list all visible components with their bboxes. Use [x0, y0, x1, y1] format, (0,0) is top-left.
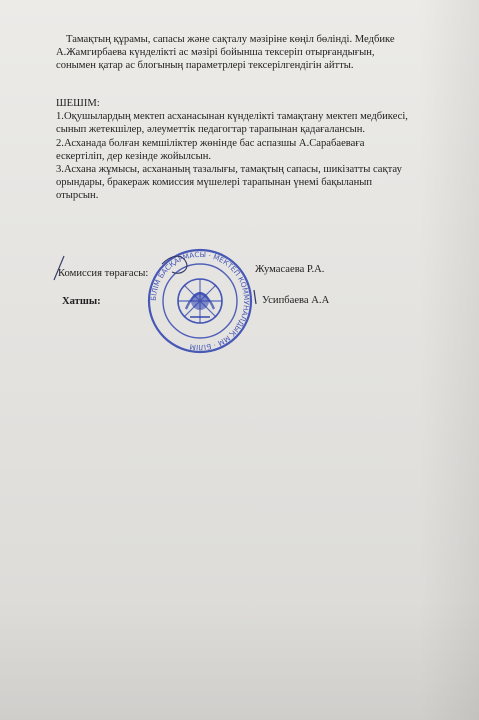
intro-line: А.Жамгирбаева күнделікті ас мәзірі бойынша тексеріп отырғандығын, — [56, 47, 375, 59]
intro-line: сонымен қатар ас блогының параметрлері тексерілгендігін айтты. — [56, 60, 354, 72]
decision-line: ескертіліп, дер кезінде жойылсын. — [56, 150, 212, 162]
svg-text:БІЛІМ БАСҚАРМАСЫ · МЕКТЕП КОММ: БІЛІМ БАСҚАРМАСЫ · МЕКТЕП КОММУНАЛДЫҚ ММ · БІЛІМ — [148, 249, 252, 353]
decision-heading: ШЕШІМ: — [56, 98, 100, 109]
page-shadow-bottom — [0, 600, 479, 720]
decision-line: орындары, бракераж комиссия мүшелері тарапынан үнемі бақыланып — [56, 177, 373, 189]
decision-section — [56, 97, 472, 203]
secretary-label: Хатшы: — [62, 296, 101, 307]
decision-line: 3.Асхана жұмысы, асхананың тазалығы, тамақтың сапасы, шикізатты сақтау — [56, 164, 402, 176]
decision-line: 2.Асханада болған кемшіліктер жөнінде бас аспазшы А.Сарабаевағa — [56, 137, 365, 149]
intro-paragraph — [56, 33, 472, 73]
chair-name: Жумасаева Р.А. — [255, 264, 325, 275]
decision-line: сынып жетекшілер, әлеуметтік педагогтар тарапынан қадағалансын. — [56, 124, 366, 136]
decision-line: 1.Оқушылардың мектеп асханасынан күнделікті тамақтану мектеп медбикесі, — [56, 111, 408, 123]
chair-label: Комиссия төрағасы: — [58, 268, 149, 279]
decision-line: отырсын. — [56, 190, 99, 202]
intro-line: Тамақтың құрамы, сапасы және сақталу мәзіріне көңіл бөлінді. Медбике — [66, 34, 395, 45]
secretary-name: Усипбаева А.А — [262, 295, 330, 306]
